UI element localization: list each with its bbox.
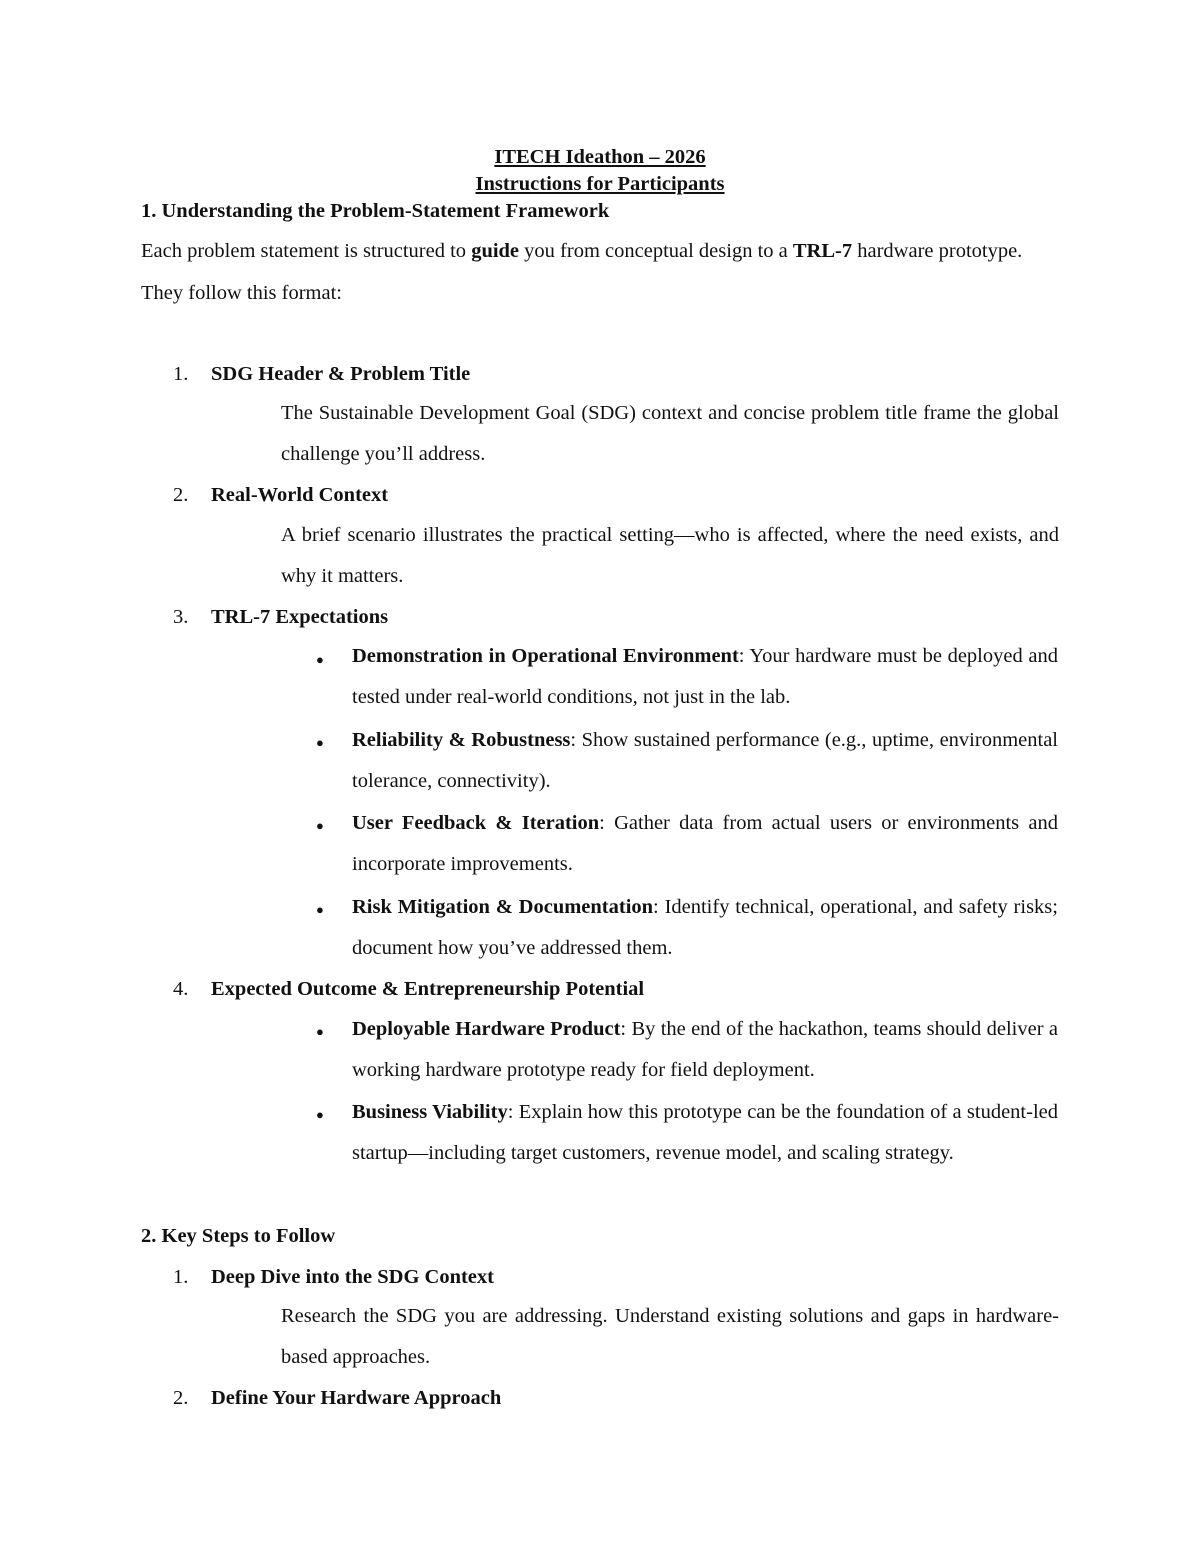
bullet-item: Demonstration in Operational Environment: Your hardware must be deployed and tested under real-world conditions, not just in the lab. (352, 645, 1058, 708)
list-item-title: TRL-7 Expectations (211, 606, 389, 628)
bullet-icon: ● (316, 818, 324, 833)
document-title: ITECH Ideathon – 2026 (494, 146, 706, 168)
bullet-item: Risk Mitigation & Documentation: Identify technical, operational, and safety risks; document how you’ve addressed them. (352, 896, 1058, 959)
list-number: 3. (173, 606, 189, 628)
list-item-title: Expected Outcome & Entrepreneurship Potential (211, 978, 645, 1000)
list-number: 4. (173, 978, 189, 1000)
bullet-icon: ● (316, 1107, 324, 1122)
bullet-item: Business Viability: Explain how this prototype can be the foundation of a student-led startup—including target customers, revenue model, and scaling strategy. (352, 1101, 1058, 1164)
list-number: 2. (173, 484, 189, 506)
list-number: 2. (173, 1387, 189, 1409)
list-item-description: The Sustainable Development Goal (SDG) context and concise problem title frame the global challenge you’ll address. (281, 402, 1059, 465)
list-item-title: Deep Dive into the SDG Context (211, 1266, 494, 1288)
list-item-description: A brief scenario illustrates the practical setting—who is affected, where the need exists, and why it matters. (281, 524, 1059, 587)
list-number: 1. (173, 363, 189, 385)
list-item-title: Real-World Context (211, 484, 389, 506)
intro-paragraph: Each problem statement is structured to guide you from conceptual design to a TRL-7 hardware prototype. They follow this format: (141, 240, 1023, 304)
section-heading: 2. Key Steps to Follow (141, 1225, 336, 1247)
list-item-title: SDG Header & Problem Title (211, 363, 471, 385)
bullet-icon: ● (316, 1024, 324, 1039)
list-number: 1. (173, 1266, 189, 1288)
bullet-icon: ● (316, 652, 324, 667)
bullet-item: User Feedback & Iteration: Gather data from actual users or environments and incorporate improvements. (352, 812, 1058, 875)
bullet-icon: ● (316, 735, 324, 750)
bullet-item: Reliability & Robustness: Show sustained performance (e.g., uptime, environmental tolerance, connectivity). (352, 729, 1058, 792)
section-heading: 1. Understanding the Problem-Statement Framework (141, 200, 610, 222)
list-item-title: Define Your Hardware Approach (211, 1387, 502, 1409)
bullet-icon: ● (316, 902, 324, 917)
list-item-description: Research the SDG you are addressing. Understand existing solutions and gaps in hardware-based approaches. (281, 1305, 1059, 1368)
document-subtitle: Instructions for Participants (475, 173, 725, 195)
bullet-item: Deployable Hardware Product: By the end of the hackathon, teams should deliver a working hardware prototype ready for field deployment. (352, 1018, 1058, 1081)
